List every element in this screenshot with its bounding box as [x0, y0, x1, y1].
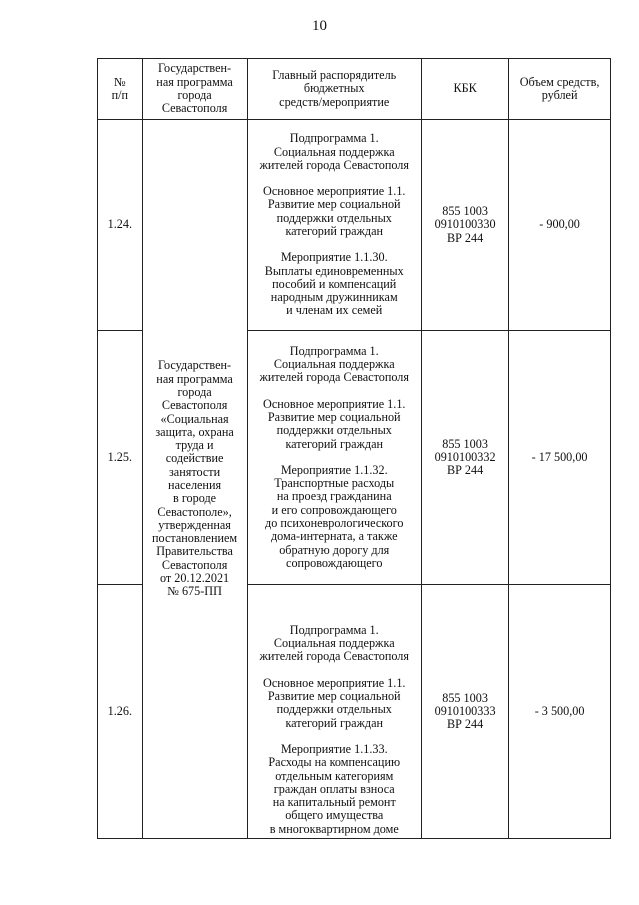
row-number: 1.25.: [98, 331, 143, 585]
amount-cell: - 17 500,00: [509, 331, 611, 585]
main-event-text: Основное мероприятие 1.1. Развитие мер социальной поддержки отдельных категорий граждан: [263, 396, 406, 451]
amount-cell: - 3 500,00: [509, 585, 611, 839]
event-text: Мероприятие 1.1.30. Выплаты единовременных пособий и компенсаций народным дружинникам и членам их семей: [264, 250, 404, 318]
program-cell: Государствен- ная программа города Севастополя «Социальная защита, охрана труда и содействие занятости населения в городе Севастополе», утвержденная постановлением Правительства Севастополя от 20.12.2021 № 675-ПП: [142, 120, 247, 839]
kbk-cell: 855 1003 0910100333 ВР 244: [421, 585, 508, 839]
table-header-row: [98, 59, 611, 120]
subprogram-text: Подпрограмма 1. Социальная поддержка жителей города Севастополя: [259, 343, 409, 385]
row-number: 1.24.: [98, 120, 143, 331]
kbk-cell: 855 1003 0910100332 ВР 244: [421, 331, 508, 585]
description-cell: [247, 585, 421, 839]
event-text: Мероприятие 1.1.32. Транспортные расходы на проезд гражданина и его сопровождающего до психоневрологического дома-интерната, а также обратную дорогу для сопровождающего: [265, 462, 404, 570]
header-kbk: КБК: [421, 59, 508, 120]
amount-cell: - 900,00: [509, 120, 611, 331]
header-program: Государствен- ная программа города Севастополя: [142, 59, 247, 120]
budget-table: [97, 58, 611, 839]
description-cell: [247, 331, 421, 585]
subprogram-text: Подпрограмма 1. Социальная поддержка жителей города Севастополя: [259, 622, 409, 664]
page-number: 10: [312, 18, 327, 34]
kbk-cell: 855 1003 0910100330 ВР 244: [421, 120, 508, 331]
event-text: Мероприятие 1.1.33. Расходы на компенсацию отдельным категориям граждан оплаты взноса на капитальный ремонт общего имущества в многоквартирном доме: [268, 741, 401, 836]
header-manager: Главный распорядитель бюджетных средств/мероприятие: [247, 59, 421, 120]
description-cell: [247, 120, 421, 331]
main-event-text: Основное мероприятие 1.1. Развитие мер социальной поддержки отдельных категорий граждан: [263, 184, 406, 238]
row-number: 1.26.: [98, 585, 143, 839]
main-event-text: Основное мероприятие 1.1. Развитие мер социальной поддержки отдельных категорий граждан: [263, 675, 406, 730]
table-row: [98, 120, 611, 331]
subprogram-text: Подпрограмма 1. Социальная поддержка жителей города Севастополя: [259, 131, 409, 172]
header-num: № п/п: [98, 59, 143, 120]
header-amount: Объем средств, рублей: [509, 59, 611, 120]
